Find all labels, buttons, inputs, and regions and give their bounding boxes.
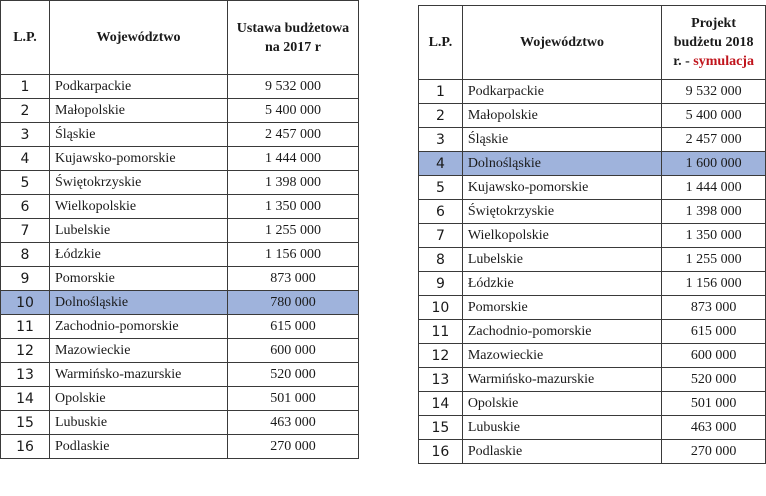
cell-region: Małopolskie <box>50 99 228 123</box>
budget-2018-table <box>418 5 766 464</box>
cell-value: 1 350 000 <box>662 224 766 248</box>
cell-lp: 4 <box>419 152 463 176</box>
cell-lp: 13 <box>1 363 50 387</box>
cell-value: 1 444 000 <box>662 176 766 200</box>
table-row <box>419 200 766 224</box>
cell-region: Podlaskie <box>462 440 661 464</box>
cell-lp: 14 <box>419 392 463 416</box>
cell-value: 873 000 <box>228 267 359 291</box>
table-row <box>1 171 359 195</box>
cell-region: Łódzkie <box>50 243 228 267</box>
cell-lp: 4 <box>1 147 50 171</box>
cell-region: Pomorskie <box>462 296 661 320</box>
table-row <box>1 315 359 339</box>
cell-lp: 1 <box>419 80 463 104</box>
cell-region: Wielkopolskie <box>462 224 661 248</box>
table-row <box>1 123 359 147</box>
cell-lp: 11 <box>419 320 463 344</box>
cell-value: 1 350 000 <box>228 195 359 219</box>
header-region: Województwo <box>50 1 228 75</box>
header-value <box>228 1 359 75</box>
cell-value: 2 457 000 <box>228 123 359 147</box>
table-row <box>419 104 766 128</box>
table-row <box>1 387 359 411</box>
header-lp: L.P. <box>1 1 50 75</box>
header-value-line3 <box>662 52 765 71</box>
cell-value: 1 156 000 <box>228 243 359 267</box>
cell-region: Śląskie <box>462 128 661 152</box>
cell-value: 615 000 <box>662 320 766 344</box>
header-value-text: Ustawa budżetowa na 2017 r <box>236 20 350 55</box>
cell-region: Podlaskie <box>50 435 228 459</box>
cell-lp: 15 <box>419 416 463 440</box>
table-row <box>419 176 766 200</box>
cell-value: 501 000 <box>228 387 359 411</box>
table-row <box>419 272 766 296</box>
cell-region: Warmińsko-mazurskie <box>462 368 661 392</box>
table-row <box>419 248 766 272</box>
header-lp: L.P. <box>419 6 463 80</box>
table-body <box>419 80 766 464</box>
cell-value: 520 000 <box>228 363 359 387</box>
cell-value: 5 400 000 <box>662 104 766 128</box>
cell-lp: 7 <box>419 224 463 248</box>
budget-2017-table <box>0 0 359 459</box>
cell-region: Lubelskie <box>462 248 661 272</box>
cell-lp: 8 <box>1 243 50 267</box>
cell-value: 873 000 <box>662 296 766 320</box>
cell-lp: 16 <box>1 435 50 459</box>
cell-value: 463 000 <box>662 416 766 440</box>
cell-region: Śląskie <box>50 123 228 147</box>
table-body <box>1 75 359 459</box>
cell-value: 780 000 <box>228 291 359 315</box>
cell-lp: 16 <box>419 440 463 464</box>
table-row <box>1 339 359 363</box>
cell-lp: 13 <box>419 368 463 392</box>
cell-region: Zachodnio-pomorskie <box>50 315 228 339</box>
cell-value: 501 000 <box>662 392 766 416</box>
cell-region: Mazowieckie <box>462 344 661 368</box>
cell-lp: 5 <box>419 176 463 200</box>
header-value <box>662 6 766 80</box>
cell-region: Dolnośląskie <box>50 291 228 315</box>
cell-lp: 9 <box>1 267 50 291</box>
cell-lp: 9 <box>419 272 463 296</box>
cell-region: Mazowieckie <box>50 339 228 363</box>
cell-region: Wielkopolskie <box>50 195 228 219</box>
table-row <box>419 344 766 368</box>
cell-region: Podkarpackie <box>462 80 661 104</box>
cell-value: 270 000 <box>228 435 359 459</box>
header-value-line2: budżetu 2018 <box>673 35 754 50</box>
cell-value: 1 444 000 <box>228 147 359 171</box>
table-row <box>419 128 766 152</box>
table-row <box>419 80 766 104</box>
cell-value: 9 532 000 <box>228 75 359 99</box>
cell-value: 1 156 000 <box>662 272 766 296</box>
cell-region: Lubuskie <box>462 416 661 440</box>
table-row <box>1 267 359 291</box>
header-value-line1: Projekt <box>691 16 737 31</box>
table-row <box>1 291 359 315</box>
table-row <box>1 411 359 435</box>
table-row <box>1 147 359 171</box>
cell-value: 1 398 000 <box>662 200 766 224</box>
cell-region: Warmińsko-mazurskie <box>50 363 228 387</box>
cell-region: Świętokrzyskie <box>462 200 661 224</box>
table-row <box>1 363 359 387</box>
cell-region: Łódzkie <box>462 272 661 296</box>
cell-value: 463 000 <box>228 411 359 435</box>
cell-value: 520 000 <box>662 368 766 392</box>
cell-value: 600 000 <box>662 344 766 368</box>
header-value-prefix: r. - <box>673 54 694 69</box>
table-row <box>1 219 359 243</box>
cell-lp: 10 <box>419 296 463 320</box>
cell-lp: 3 <box>419 128 463 152</box>
header-region: Województwo <box>462 6 661 80</box>
table-row <box>1 243 359 267</box>
table-row <box>419 392 766 416</box>
cell-value: 2 457 000 <box>662 128 766 152</box>
cell-value: 5 400 000 <box>228 99 359 123</box>
cell-region: Świętokrzyskie <box>50 171 228 195</box>
cell-value: 270 000 <box>662 440 766 464</box>
cell-region: Zachodnio-pomorskie <box>462 320 661 344</box>
cell-lp: 6 <box>1 195 50 219</box>
cell-lp: 14 <box>1 387 50 411</box>
table-row <box>419 296 766 320</box>
cell-region: Małopolskie <box>462 104 661 128</box>
table-row <box>419 440 766 464</box>
cell-lp: 1 <box>1 75 50 99</box>
cell-region: Pomorskie <box>50 267 228 291</box>
table-header-row <box>419 6 766 80</box>
table-row <box>419 416 766 440</box>
cell-value: 9 532 000 <box>662 80 766 104</box>
table-header-row <box>1 1 359 75</box>
cell-region: Opolskie <box>462 392 661 416</box>
cell-region: Kujawsko-pomorskie <box>462 176 661 200</box>
cell-lp: 10 <box>1 291 50 315</box>
cell-lp: 8 <box>419 248 463 272</box>
cell-lp: 12 <box>419 344 463 368</box>
cell-lp: 11 <box>1 315 50 339</box>
cell-value: 615 000 <box>228 315 359 339</box>
table-row <box>1 435 359 459</box>
table-row <box>419 320 766 344</box>
cell-value: 1 398 000 <box>228 171 359 195</box>
table-row <box>419 224 766 248</box>
cell-lp: 3 <box>1 123 50 147</box>
cell-region: Podkarpackie <box>50 75 228 99</box>
cell-value: 1 600 000 <box>662 152 766 176</box>
cell-lp: 2 <box>419 104 463 128</box>
table-row <box>1 75 359 99</box>
header-value-accent: symulacja <box>693 54 754 69</box>
cell-region: Dolnośląskie <box>462 152 661 176</box>
cell-value: 1 255 000 <box>662 248 766 272</box>
cell-region: Lubuskie <box>50 411 228 435</box>
cell-value: 1 255 000 <box>228 219 359 243</box>
cell-lp: 5 <box>1 171 50 195</box>
cell-region: Opolskie <box>50 387 228 411</box>
table-row <box>419 368 766 392</box>
cell-lp: 6 <box>419 200 463 224</box>
cell-value: 600 000 <box>228 339 359 363</box>
table-row <box>1 99 359 123</box>
cell-region: Lubelskie <box>50 219 228 243</box>
table-row <box>419 152 766 176</box>
cell-lp: 12 <box>1 339 50 363</box>
table-row <box>1 195 359 219</box>
cell-lp: 15 <box>1 411 50 435</box>
cell-region: Kujawsko-pomorskie <box>50 147 228 171</box>
cell-lp: 7 <box>1 219 50 243</box>
cell-lp: 2 <box>1 99 50 123</box>
